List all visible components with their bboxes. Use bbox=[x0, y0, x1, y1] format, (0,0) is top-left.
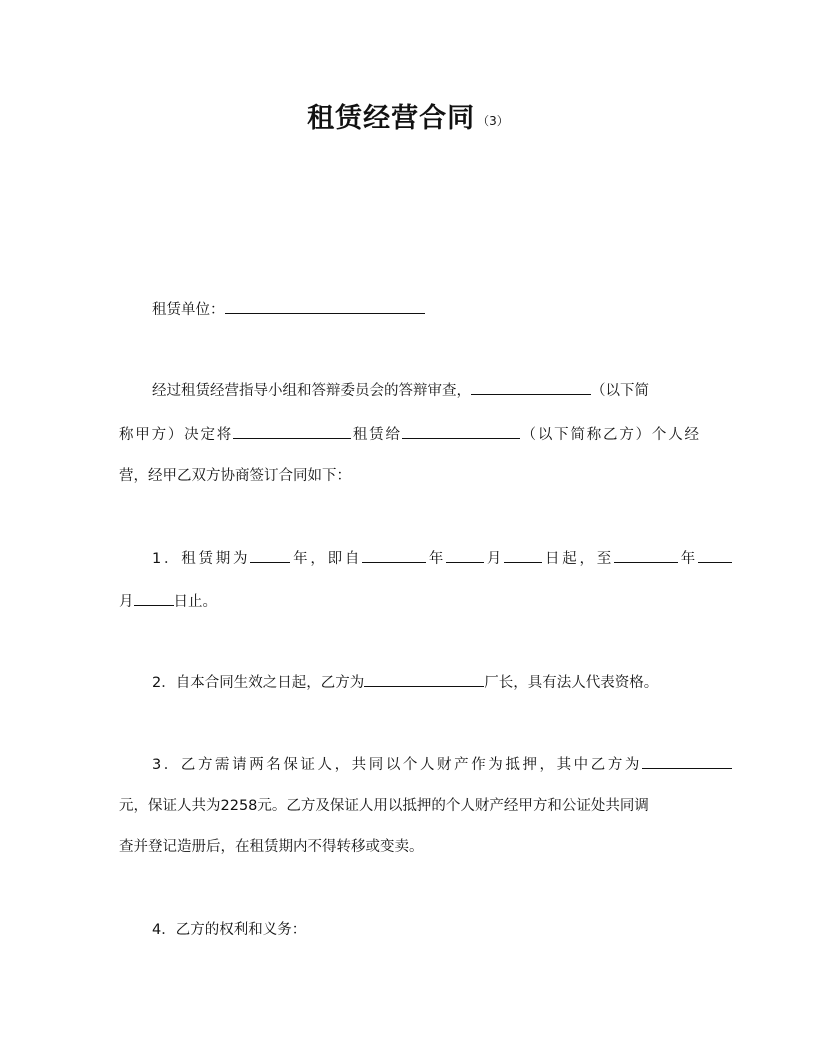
intro-text-1-tail: （以下简 bbox=[591, 383, 649, 399]
lessee-unit-line bbox=[119, 297, 732, 321]
clause-3-line-2 bbox=[119, 795, 699, 817]
intro-text-2-mid: 租赁给 bbox=[351, 427, 402, 443]
clause-1-text-h: 日止。 bbox=[173, 594, 217, 610]
lessee-unit-label: 租赁单位： bbox=[152, 302, 225, 318]
lessee-unit-blank[interactable] bbox=[225, 297, 425, 314]
leased-object-blank[interactable] bbox=[233, 422, 351, 439]
end-month-blank-line1[interactable] bbox=[698, 546, 732, 563]
intro-text-3: 营，经甲乙双方协商签订合同如下： bbox=[119, 468, 351, 484]
clause-3-line-3 bbox=[119, 836, 699, 858]
clause-1-text-g: 月 bbox=[119, 594, 134, 610]
intro-line-3 bbox=[119, 465, 699, 487]
clause-1-text-a: 1．租赁期为 bbox=[152, 551, 251, 567]
clause-1-line-2 bbox=[119, 589, 699, 613]
clause-2-text-a: 2．自本合同生效之日起，乙方为 bbox=[152, 675, 365, 691]
intro-line-1 bbox=[119, 378, 732, 402]
party-b-blank[interactable] bbox=[402, 422, 520, 439]
clause-3-line-1 bbox=[119, 752, 732, 776]
clause-4-heading bbox=[119, 919, 732, 941]
intro-text-2-head: 称甲方）决定将 bbox=[119, 427, 234, 443]
start-year-blank[interactable] bbox=[362, 546, 426, 563]
clause-3-text-a: 3．乙方需请两名保证人，共同以个人财产作为抵押，其中乙方为 bbox=[152, 757, 642, 773]
clause-3-text-line2: 元，保证人共为2258元。乙方及保证人用以抵押的个人财产经甲方和公证处共同调 bbox=[119, 798, 649, 814]
end-year-blank[interactable] bbox=[614, 546, 678, 563]
clause-1-text-e: 日起，至 bbox=[542, 551, 614, 567]
clause-3-text-line3: 查并登记造册后，在租赁期内不得转移或变卖。 bbox=[119, 839, 424, 855]
intro-text-1: 经过租赁经营指导小组和答辩委员会的答辩审查， bbox=[152, 383, 471, 399]
factory-name-blank[interactable] bbox=[364, 670, 484, 687]
start-month-blank[interactable] bbox=[446, 546, 484, 563]
end-day-blank[interactable] bbox=[134, 589, 174, 606]
start-day-blank[interactable] bbox=[504, 546, 542, 563]
clause-1-text-c: 年 bbox=[426, 551, 447, 567]
clause-1-line-1 bbox=[119, 546, 732, 570]
party-a-blank[interactable] bbox=[471, 378, 591, 395]
mortgage-amount-blank[interactable] bbox=[642, 752, 732, 769]
clause-2-text-b: 厂长，具有法人代表资格。 bbox=[484, 675, 659, 691]
clause-4-text: 4．乙方的权利和义务： bbox=[152, 922, 307, 938]
intro-line-2 bbox=[119, 422, 699, 446]
clause-1-text-f: 年 bbox=[678, 551, 699, 567]
clause-1-text-b: 年，即自 bbox=[290, 551, 363, 567]
lease-term-years-blank[interactable] bbox=[250, 546, 290, 563]
clause-1-text-d: 月 bbox=[484, 551, 505, 567]
title-suffix: （3） bbox=[477, 114, 509, 128]
clause-2-line bbox=[119, 670, 732, 694]
title-main: 租赁经营合同 bbox=[307, 103, 476, 134]
intro-text-2-tail: （以下简称乙方）个人经 bbox=[519, 427, 700, 443]
document-title bbox=[0, 96, 816, 135]
